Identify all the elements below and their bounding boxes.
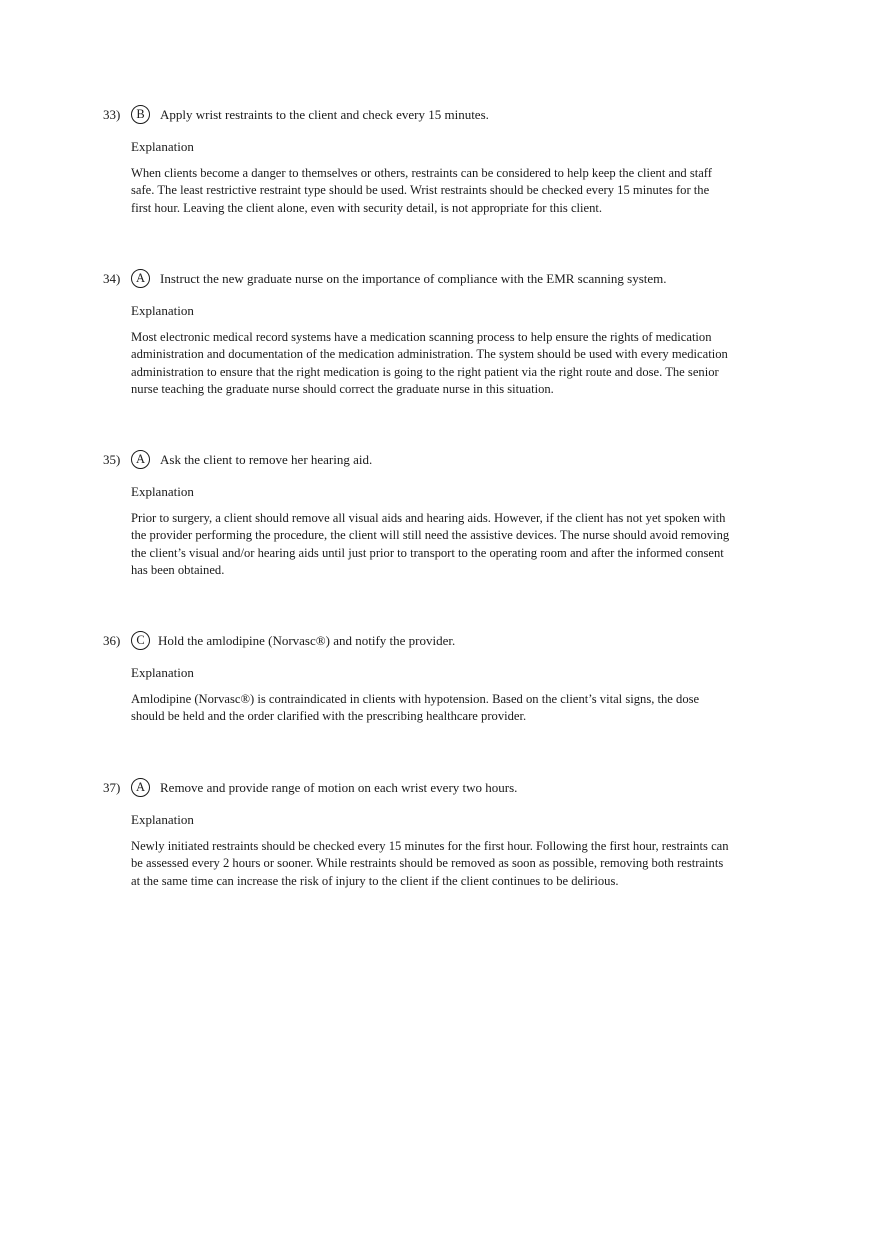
answer-letter-circle: C <box>131 631 150 650</box>
explanation-label: Explanation <box>131 665 194 680</box>
explanation-label: Explanation <box>131 139 194 154</box>
question-37 <box>103 780 743 890</box>
question-35 <box>103 452 743 579</box>
answer-text: Hold the amlodipine (Norvasc®) and notify the provider. <box>158 633 456 648</box>
answer-letter-circle: B <box>131 105 150 124</box>
explanation-text: Newly initiated restraints should be checked every 15 minutes for the first hour. Following the first hour, restraints can be assessed every 2 hours or sooner. While restraints should be removed as soon as possible, removing both restraints at the same time can increase the risk of injury to the client if the client continues to be delirious. <box>131 839 729 888</box>
answer-text: Ask the client to remove her hearing aid. <box>160 452 373 467</box>
question-header <box>103 780 743 802</box>
question-header <box>103 633 743 655</box>
question-number: 37) <box>103 780 121 795</box>
explanation-text: Amlodipine (Norvasc®) is contraindicated in clients with hypotension. Based on the client’s vital signs, the dose should be held and the order clarified with the prescribing healthcare provider. <box>131 692 700 724</box>
question-number: 33) <box>103 107 121 122</box>
question-number: 35) <box>103 452 121 467</box>
answer-text: Remove and provide range of motion on each wrist every two hours. <box>160 780 518 795</box>
answer-letter-circle: A <box>131 778 150 797</box>
explanation-text: When clients become a danger to themselves or others, restraints can be considered to help keep the client and staff safe. The least restrictive restraint type should be used. Wrist restraints should be checked every 15 minutes for the first hour. Leaving the client alone, even with security detail, is not appropriate for this client. <box>131 166 712 215</box>
explanation-label: Explanation <box>131 303 194 318</box>
question-34 <box>103 271 743 398</box>
question-36 <box>103 633 743 726</box>
answer-text: Apply wrist restraints to the client and check every 15 minutes. <box>160 107 489 122</box>
question-header <box>103 271 743 293</box>
question-header <box>103 452 743 474</box>
answer-text: Instruct the new graduate nurse on the importance of compliance with the EMR scanning system. <box>160 271 667 286</box>
question-33 <box>103 107 743 217</box>
explanation-label: Explanation <box>131 812 194 827</box>
explanation-text: Prior to surgery, a client should remove all visual aids and hearing aids. However, if the client has not yet spoken with the provider performing the procedure, the client will still need the assistive devices. The nurse should avoid removing the client’s visual and/or hearing aids until just prior to transport to the operating room and after the informed consent has been obtained. <box>131 511 730 577</box>
question-number: 36) <box>103 633 121 648</box>
answer-letter-circle: A <box>131 269 150 288</box>
question-number: 34) <box>103 271 121 286</box>
explanation-label: Explanation <box>131 484 194 499</box>
question-header <box>103 107 743 129</box>
answer-letter-circle: A <box>131 450 150 469</box>
explanation-text: Most electronic medical record systems have a medication scanning process to help ensure the rights of medication administration and documentation of the medication administration. The system should be used with every medication administration to ensure that the right medication is going to the right patient via the right route and dose. The senior nurse teaching the graduate nurse should correct the graduate nurse in this situation. <box>131 330 728 396</box>
